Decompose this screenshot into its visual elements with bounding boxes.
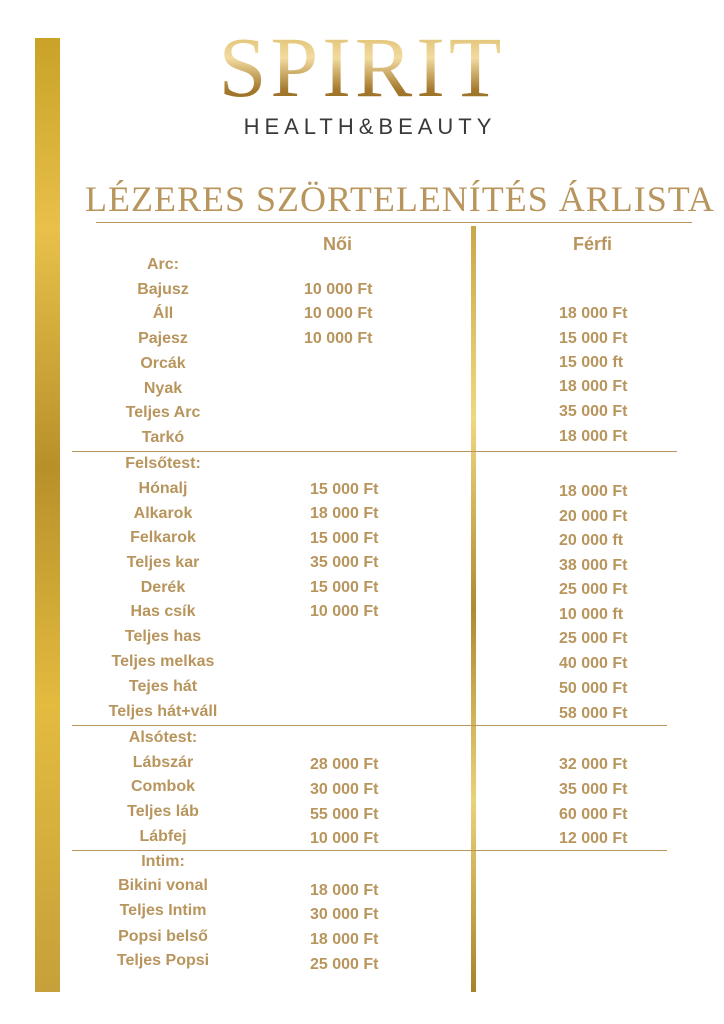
price-ferfi: 18 000 Ft xyxy=(559,305,628,322)
item-label: Orcák xyxy=(140,355,186,372)
item-label: Teljes melkas xyxy=(111,653,215,670)
price-noi: 15 000 Ft xyxy=(310,579,379,596)
item-label: Alkarok xyxy=(133,505,193,522)
price-noi: 10 000 Ft xyxy=(304,305,373,322)
price-noi: 25 000 Ft xyxy=(310,956,379,973)
price-noi: 15 000 Ft xyxy=(310,481,379,498)
item-label: Tejes hát xyxy=(128,678,198,695)
price-ferfi: 35 000 Ft xyxy=(559,781,628,798)
brand-tagline: HEALTH&BEAUTY xyxy=(243,114,497,139)
price-ferfi: 20 000 Ft xyxy=(559,508,628,525)
item-label: Áll xyxy=(152,305,174,322)
price-noi: 10 000 Ft xyxy=(304,281,373,298)
price-noi: 28 000 Ft xyxy=(310,756,379,773)
item-label: Teljes Arc xyxy=(125,404,201,421)
item-label: Derék xyxy=(140,579,186,596)
price-ferfi: 60 000 Ft xyxy=(559,806,628,823)
item-label: Teljes has xyxy=(124,628,202,645)
item-label: Teljes Popsi xyxy=(116,952,210,969)
price-noi: 10 000 Ft xyxy=(304,330,373,347)
item-label: Teljes hát+váll xyxy=(108,703,218,720)
price-noi: 30 000 Ft xyxy=(310,906,379,923)
section-heading: Felsőtest: xyxy=(125,455,201,472)
price-ferfi: 50 000 Ft xyxy=(559,680,628,697)
price-noi: 15 000 Ft xyxy=(310,530,379,547)
item-label: Bajusz xyxy=(137,281,189,298)
price-noi: 10 000 Ft xyxy=(310,830,379,847)
item-label: Felkarok xyxy=(130,529,196,546)
item-label: Popsi belső xyxy=(118,928,208,945)
price-noi: 18 000 Ft xyxy=(310,931,379,948)
price-ferfi: 35 000 Ft xyxy=(559,403,628,420)
price-ferfi: 38 000 Ft xyxy=(559,557,628,574)
item-label: Tarkó xyxy=(141,429,185,446)
column-divider xyxy=(471,226,476,992)
price-ferfi: 20 000 ft xyxy=(559,532,624,549)
price-ferfi: 15 000 ft xyxy=(559,354,624,371)
price-ferfi: 18 000 Ft xyxy=(559,483,628,500)
brand-logo: SPIRIT xyxy=(0,22,724,112)
column-header-noi: Női xyxy=(323,234,352,254)
price-ferfi: 12 000 Ft xyxy=(559,830,628,847)
price-ferfi: 18 000 Ft xyxy=(559,428,628,445)
item-label: Lábfej xyxy=(139,828,187,845)
item-label: Has csík xyxy=(130,603,196,620)
price-ferfi: 32 000 Ft xyxy=(559,756,628,773)
price-ferfi: 40 000 Ft xyxy=(559,655,628,672)
page-title: LÉZERES SZÖRTELENÍTÉS ÁRLISTA xyxy=(85,179,715,219)
price-noi: 30 000 Ft xyxy=(310,781,379,798)
section-heading: Alsótest: xyxy=(128,729,198,746)
price-noi: 35 000 Ft xyxy=(310,554,379,571)
section-divider xyxy=(72,850,667,851)
price-noi: 10 000 Ft xyxy=(310,603,379,620)
section-divider xyxy=(72,451,677,452)
price-ferfi: 10 000 ft xyxy=(559,606,624,623)
column-header-ferfi: Férfi xyxy=(573,234,613,254)
price-noi: 18 000 Ft xyxy=(310,882,379,899)
price-noi: 18 000 Ft xyxy=(310,505,379,522)
price-noi: 55 000 Ft xyxy=(310,806,379,823)
item-label: Pajesz xyxy=(138,330,188,347)
price-ferfi: 18 000 Ft xyxy=(559,378,628,395)
section-heading: Intim: xyxy=(141,853,185,870)
price-ferfi: 25 000 Ft xyxy=(559,630,628,647)
section-divider xyxy=(72,725,667,726)
item-label: Teljes kar xyxy=(126,554,200,571)
price-ferfi: 58 000 Ft xyxy=(559,705,628,722)
item-label: Teljes Intim xyxy=(119,902,207,919)
title-underline xyxy=(96,222,692,223)
section-heading: Arc: xyxy=(146,256,179,273)
item-label: Nyak xyxy=(143,380,183,397)
gold-side-bar xyxy=(35,38,60,992)
item-label: Bikini vonal xyxy=(118,877,208,894)
price-ferfi: 15 000 Ft xyxy=(559,330,628,347)
price-ferfi: 25 000 Ft xyxy=(559,581,628,598)
item-label: Combok xyxy=(131,778,195,795)
item-label: Lábszár xyxy=(132,754,194,771)
item-label: Teljes láb xyxy=(127,803,199,820)
item-label: Hónalj xyxy=(138,480,188,497)
